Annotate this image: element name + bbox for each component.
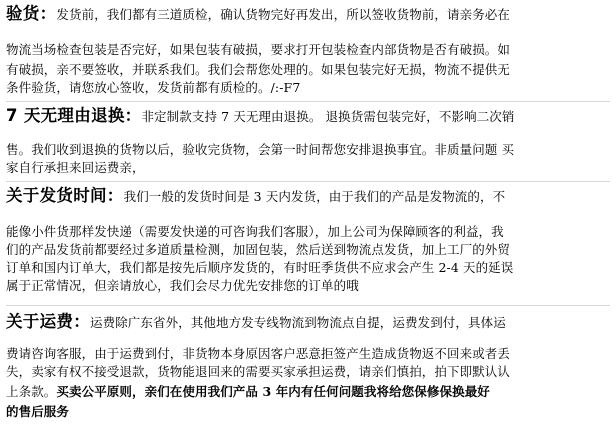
shipping-text-2: 能像小件货那样发快递（需要发快递的可咨询我们客服），加上公司为保障顾客的利益，我: [6, 224, 504, 239]
return-text-1: 非定制款支持 7 天无理由退换。 退换货需包装完好，不影响二次销: [141, 109, 515, 124]
return-text-2: 售。我们收到退换的货物以后，验收完货物，会第一时间帮您安排退换事宜。非质量问题 买: [6, 142, 515, 157]
freight-line-4: [6, 384, 490, 400]
freight-text-3: 失，卖家有权不接受退款，货物能退回来的需要买家承担运费，请亲们慎拍，拍下即默认认: [6, 364, 511, 379]
section-divider: [6, 305, 610, 306]
inspection-line-4: [6, 80, 300, 96]
freight-text-1: 运费除广东省外，其他地方发专线物流到物流点自提，运费发到付，具体运: [90, 315, 506, 330]
inspection-text-1: 发货前，我们都有三道质检，确认货物完好再发出，所以签收货物前，请亲务必在: [56, 7, 511, 22]
inspection-line-3: [6, 62, 510, 78]
freight-line-1: [6, 314, 506, 331]
shipping-text-4: 订单和国内订单大，我们都是按先后顺序发货的，有时旺季货供不应求会产生 2-4 天的延误: [6, 260, 514, 275]
shipping-line-5: [6, 278, 359, 294]
inspection-heading: 验货：: [6, 4, 57, 23]
freight-bold-tail: 买卖公平原则，亲们在使用我们产品 3 年内有任何问题我将给您保修保换最好: [56, 384, 490, 399]
return-text-3: 家自行承担来回运费亲，: [6, 160, 145, 175]
shipping-text-1: 我们一般的发货时间是 3 天内发货，由于我们的产品是发物流的，不: [123, 189, 506, 204]
return-heading: 7 天无理由退换：: [6, 106, 142, 125]
freight-line-5: [6, 404, 69, 420]
shipping-text-5: 属于正常情况，但亲请放心，我们会尽力优先安排您的订单的哦: [6, 278, 359, 293]
return-line-2: [6, 142, 514, 158]
inspection-line-1: [6, 6, 510, 23]
return-line-3: [6, 160, 145, 176]
section-divider: [6, 101, 610, 102]
inspection-text-2: 物流当场检查包装是否完好，如果包装有破损，要求打开包装检查内部货物是否有破损。如: [6, 42, 511, 57]
inspection-line-2: [6, 42, 510, 58]
inspection-text-4: 条件验货，请您放心签收，发货前都有质检的。/:-F7: [6, 80, 301, 95]
return-line-1: [6, 108, 515, 125]
freight-heading: 关于运费：: [6, 312, 90, 331]
shipping-line-3: [6, 242, 510, 258]
shipping-heading: 关于发货时间：: [6, 186, 124, 205]
shipping-line-1: [6, 188, 505, 205]
freight-line-2: [6, 346, 510, 362]
freight-line-3: [6, 364, 510, 380]
freight-bold-last: 的售后服务: [6, 404, 70, 419]
shipping-line-2: [6, 224, 504, 240]
shipping-text-3: 们的产品发货前都要经过多道质量检测，加固包装，然后送到物流点发货，加上工厂的外贸: [6, 242, 511, 257]
inspection-text-3: 有破损，亲不要签收，并联系我们。我们会帮您处理的。如果包装完好无损，物流不提供无: [6, 62, 511, 77]
section-divider: [6, 181, 610, 182]
freight-text-4: 上条款。: [6, 384, 57, 399]
shipping-line-4: [6, 260, 513, 276]
freight-text-2: 费请咨询客服，由于运费到付，非货物本身原因客户恶意拒签产生造成货物返不回来或者丢: [6, 346, 511, 361]
